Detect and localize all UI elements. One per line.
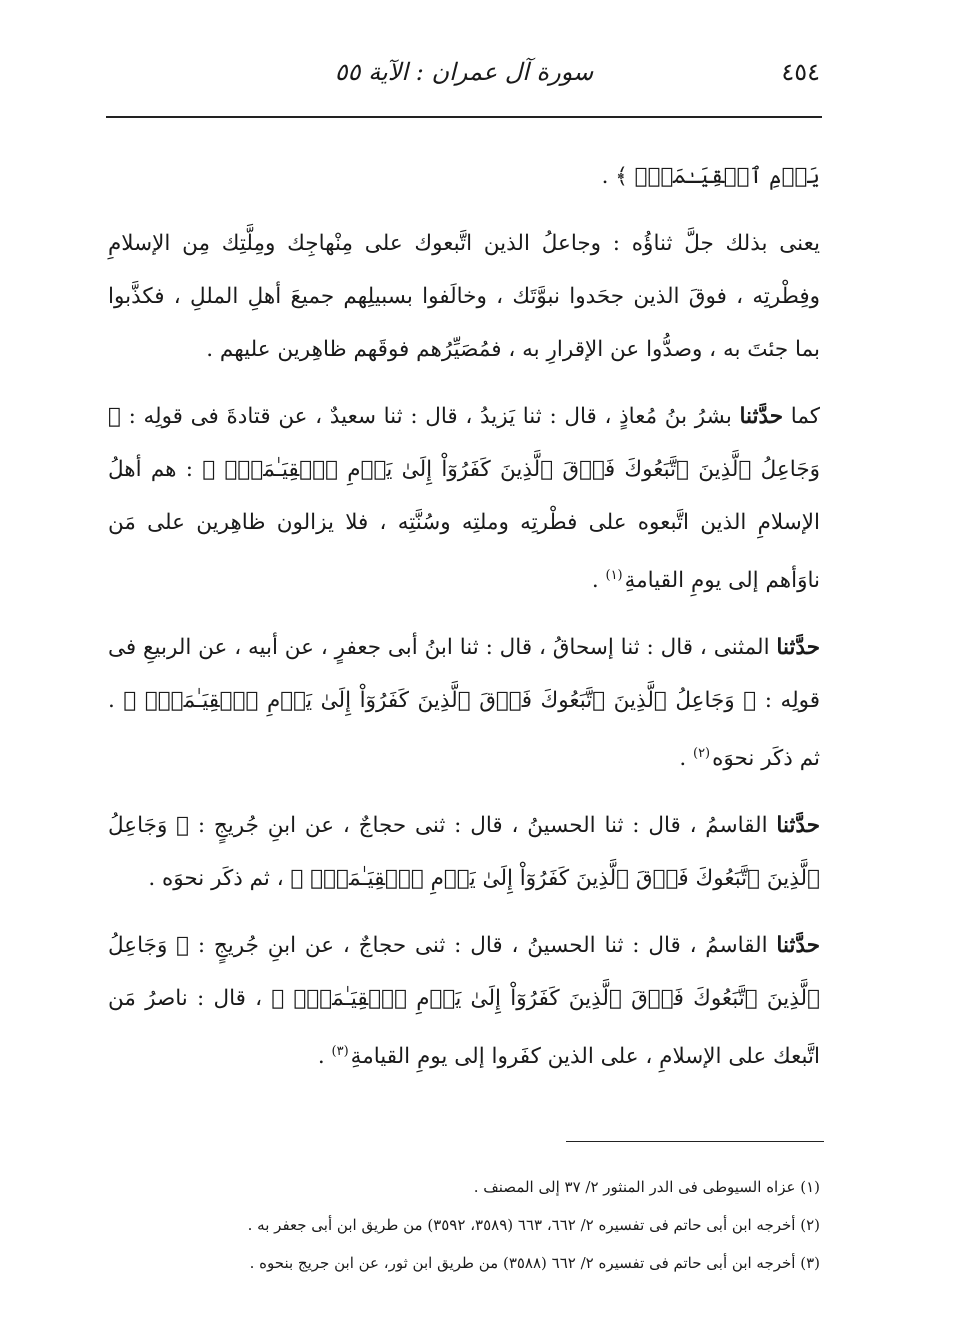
quran-verse: ﴿ وَجَاعِلُ ٱلَّذِينَ ٱتَّبَعُوكَ فَوۡقَ ٱلَّذِينَ كَفَرُوٓاْ إِلَىٰ يَوۡمِ ٱلۡقِيَـٰمَةِۗ ﴾ xyxy=(123,688,757,714)
footnote-rule xyxy=(566,1141,824,1142)
hadith-opening: حدَّثنا xyxy=(739,404,784,429)
quran-verse: ﴿ وَجَاعِلُ ٱلَّذِينَ ٱتَّبَعُوكَ فَوۡقَ ٱلَّذِينَ كَفَرُوٓاْ إِلَىٰ يَوۡمِ ٱلۡقِيَـٰمَةِۗ ﴾ xyxy=(108,813,820,892)
header-rule xyxy=(106,116,822,118)
text-segment: المثنى ، قال : ثنا إسحاقُ ، قال : ثنا ابنُ أبى جعفرٍ ، عن أبيه ، عن الربيعِ فى قولِه : xyxy=(108,635,821,714)
paragraph xyxy=(108,390,820,607)
paragraph xyxy=(108,150,820,203)
main-text xyxy=(108,150,820,1097)
page-header xyxy=(108,58,820,98)
footnote-ref: (١) xyxy=(605,568,623,583)
footnote: (٣) أخرجه ابن أبى حاتم فى تفسيره ٢/ ٦٦٢ (٣٥٨٨) من طريق ابن ثور، عن ابن جريج بنحوه . xyxy=(249,1254,820,1272)
quran-verse: يَوۡمِ ٱلۡقِيَـٰمَةِۗ ﴾ . xyxy=(601,164,820,189)
text-segment: . ثم ذكَر نحوَه xyxy=(108,688,820,772)
text-segment: بشرُ بنُ مُعاذٍ ، قال : ثنا يَزيدُ ، قال : ثنا سعيدٌ ، عن قتادةَ فى قولِه : xyxy=(120,404,740,429)
text-segment: ، قال : ناصرُ مَن اتَّبعك على الإسلامِ ، على الذين كفَروا إلى يومِ القيامةِ xyxy=(108,986,820,1070)
text-segment: القاسمُ ، قال : ثنا الحسينُ ، قال : ثنى حجاجٌ ، عن ابنِ جُريجٍ : xyxy=(189,813,777,839)
quran-verse: ﴿ وَجَاعِلُ ٱلَّذِينَ ٱتَّبَعُوكَ فَوۡقَ ٱلَّذِينَ كَفَرُوٓاْ إِلَىٰ يَوۡمِ ٱلۡقِيَـٰمَةِۗ ﴾ xyxy=(108,933,820,1012)
hadith-opening: حدَّثنا xyxy=(776,933,820,959)
footnote: (١) عزاه السيوطى فى الدر المنثور ٢/ ٣٧ إلى المصنف . xyxy=(473,1178,820,1196)
text-segment: يعنى بذلك جلَّ ثناؤُه : وجاعلُ الذين اتَّبعوك على مِنْهاجِك ومِلَّتِك مِن الإسلامِ وفِطْرتِه ، فوقَ الذين جحَدوا نبوَّتَك ، وخالَفوا بسبيلِهم جميعَ أهلِ المللِ ، فكذَّبوا بما جئتَ به ، وصدُّوا عن الإقرارِ به ، فمُصَيِّرُهم فوقَهم ظاهِرين عليهم . xyxy=(108,231,820,362)
paragraph xyxy=(108,217,820,376)
paragraph xyxy=(108,919,820,1083)
text-segment: القاسمُ ، قال : ثنا الحسينُ ، قال : ثنى حجاجٌ ، عن ابنِ جُريجٍ : xyxy=(189,933,777,959)
text-segment: . xyxy=(679,746,693,772)
text-segment: . xyxy=(591,568,606,594)
footnote: (٢) أخرجه ابن أبى حاتم فى تفسيره ٢/ ٦٦٢، ٦٦٣ (٣٥٨٩، ٣٥٩٢) من طريق ابن أبى جعفر به . xyxy=(247,1216,820,1234)
footnotes xyxy=(108,1168,820,1282)
text-segment: . xyxy=(317,1044,332,1070)
hadith-opening: حدَّثنا xyxy=(776,635,820,661)
hadith-opening: حدَّثنا xyxy=(776,813,820,839)
text-segment: ، ثم ذكَر نحوَه . xyxy=(148,866,291,892)
page-number: ٤٥٤ xyxy=(781,58,820,86)
text-segment: : هم أهلُ الإسلامِ الذين اتَّبعوه على فطْرتِه وملتِه وسُنَّتِه ، فلا يزالون ظاهِرين على مَن ناوَأهم إلى يومِ القيامةِ xyxy=(108,457,820,594)
paragraph xyxy=(108,621,820,785)
text-segment: كما xyxy=(783,404,820,429)
footnote-ref: (٢) xyxy=(692,746,711,762)
paragraph xyxy=(108,799,820,905)
footnote-ref: (٣) xyxy=(331,1044,349,1060)
running-head: سورة آل عمران : الآية ٥٥ xyxy=(334,58,594,86)
quran-verse: ﴿ وَجَاعِلُ ٱلَّذِينَ ٱتَّبَعُوكَ فَوۡقَ ٱلَّذِينَ كَفَرُوٓاْ إِلَىٰ يَوۡمِ ٱلۡقِيَـٰمَةِۗ ﴾ xyxy=(108,404,820,482)
